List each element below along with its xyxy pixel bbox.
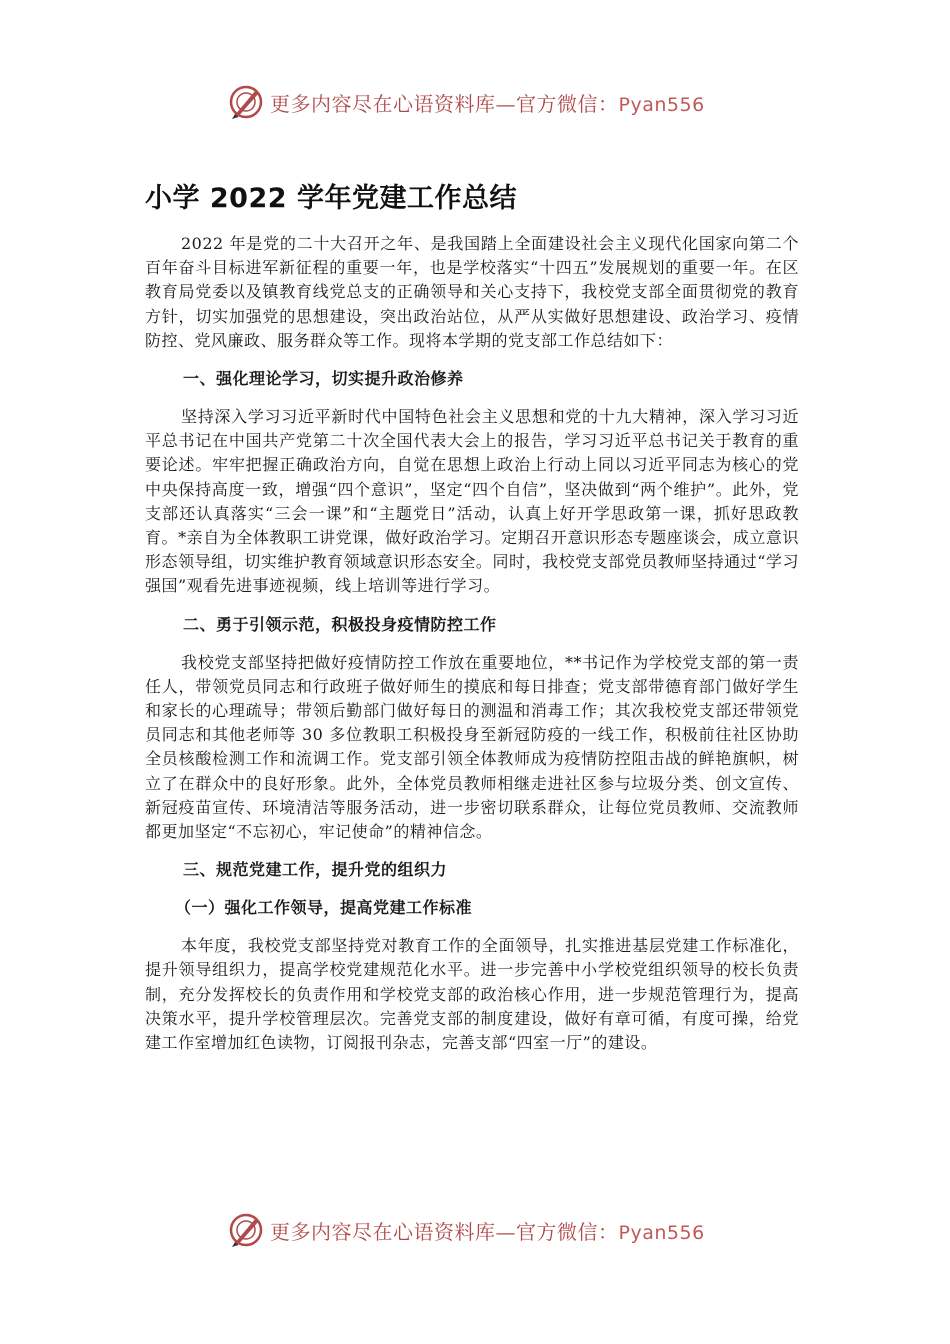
section-2-heading: 二、勇于引领示范，积极投身疫情防控工作: [183, 614, 497, 634]
pen-logo-icon: [228, 84, 264, 120]
subsection-3-1-paragraph: 本年度，我校党支部坚持党对教育工作的全面领导，扎实推进基层党建工作标准化，提升领导组织力，提高学校党建规范化水平。进一步完善中小学校党组织领导的校长负责制，充分发挥校长的负责作用和学校党支部的政治核心作用，进一步规范管理行为，提高决策水平，提升学校管理层次。完善党支部的制度建设，做好有章可循，有度可操，给党建工作室增加红色读物，订阅报刊杂志，完善支部“四室一厅”的建设。: [145, 936, 799, 1053]
document-title: 小学 2022 学年党建工作总结: [145, 183, 517, 214]
banner-text: 更多内容尽在心语资料库—官方微信：Pyan556: [270, 1219, 705, 1244]
document-body: [145, 232, 799, 1055]
banner-wechat-id: Pyan556: [618, 93, 705, 116]
banner-text: 更多内容尽在心语资料库—官方微信：Pyan556: [270, 91, 705, 116]
section-1-heading: 一、强化理论学习，切实提升政治修养: [183, 369, 464, 389]
section-3-heading: 三、规范党建工作，提升党的组织力: [183, 860, 448, 880]
footer-banner: [228, 1210, 728, 1250]
section-1-paragraph: 坚持深入学习习近平新时代中国特色社会主义思想和党的十九大精神，深入学习习近平总书记在中国共产党第二十次全国代表大会上的报告，学习习近平总书记关于教育的重要论述。牢牢把握正确政治方向，自觉在思想上政治上行动上同以习近平同志为核心的党中央保持高度一致，增强“四个意识”，坚定“四个自信”，坚决做到“两个维护”。此外，党支部还认真落实“三会一课”和“主题党日”活动，认真上好开学思政第一课，抓好思政教育。*亲自为全体教职工讲党课，做好政治学习。定期召开意识形态专题座谈会，成立意识形态领导组，切实维护教育领域意识形态安全。同时，我校党支部党员教师坚持通过“学习强国”观看先进事迹视频，线上培训等进行学习。: [145, 407, 799, 596]
intro-paragraph: 2022 年是党的二十大召开之年、是我国踏上全面建设社会主义现代化国家向第二个百年奋斗目标进军新征程的重要一年，也是学校落实“十四五”发展规划的重要一年。在区教育局党委以及镇教育线党总支的正确领导和关心支持下，我校党支部全面贯彻党的教育方针，切实加强党的思想建设，突出政治站位，从严从实做好思想建设、政治学习、疫情防控、党风廉政、服务群众等工作。现将本学期的党支部工作总结如下：: [145, 234, 799, 350]
banner-wechat-id: Pyan556: [618, 1221, 705, 1244]
section-2-paragraph: 我校党支部坚持把做好疫情防控工作放在重要地位，**书记作为学校党支部的第一责任人，带领党员同志和行政班子做好师生的摸底和每日排查；党支部带德育部门做好学生和家长的心理疏导；带领后勤部门做好每日的测温和消毒工作；其次我校党支部还带领党员同志和其他老师等 30 多位教职工积极投身至新冠防疫的一线工作，积极前往社区协助全员核酸检测工作和流调工作。党支部引领全体教师成为疫情防控阻击战的鲜艳旗帜，树立了在群众中的良好形象。此外，全体党员教师相继走进社区参与垃圾分类、创文宣传、新冠疫苗宣传、环境清洁等服务活动，进一步密切联系群众，让每位党员教师、交流教师都更加坚定“不忘初心，牢记使命”的精神信念。: [145, 652, 799, 842]
subsection-3-1-heading: （一）强化工作领导，提高党建工作标准: [175, 898, 473, 918]
pen-logo-icon: [228, 1212, 264, 1248]
header-banner: [228, 82, 728, 122]
